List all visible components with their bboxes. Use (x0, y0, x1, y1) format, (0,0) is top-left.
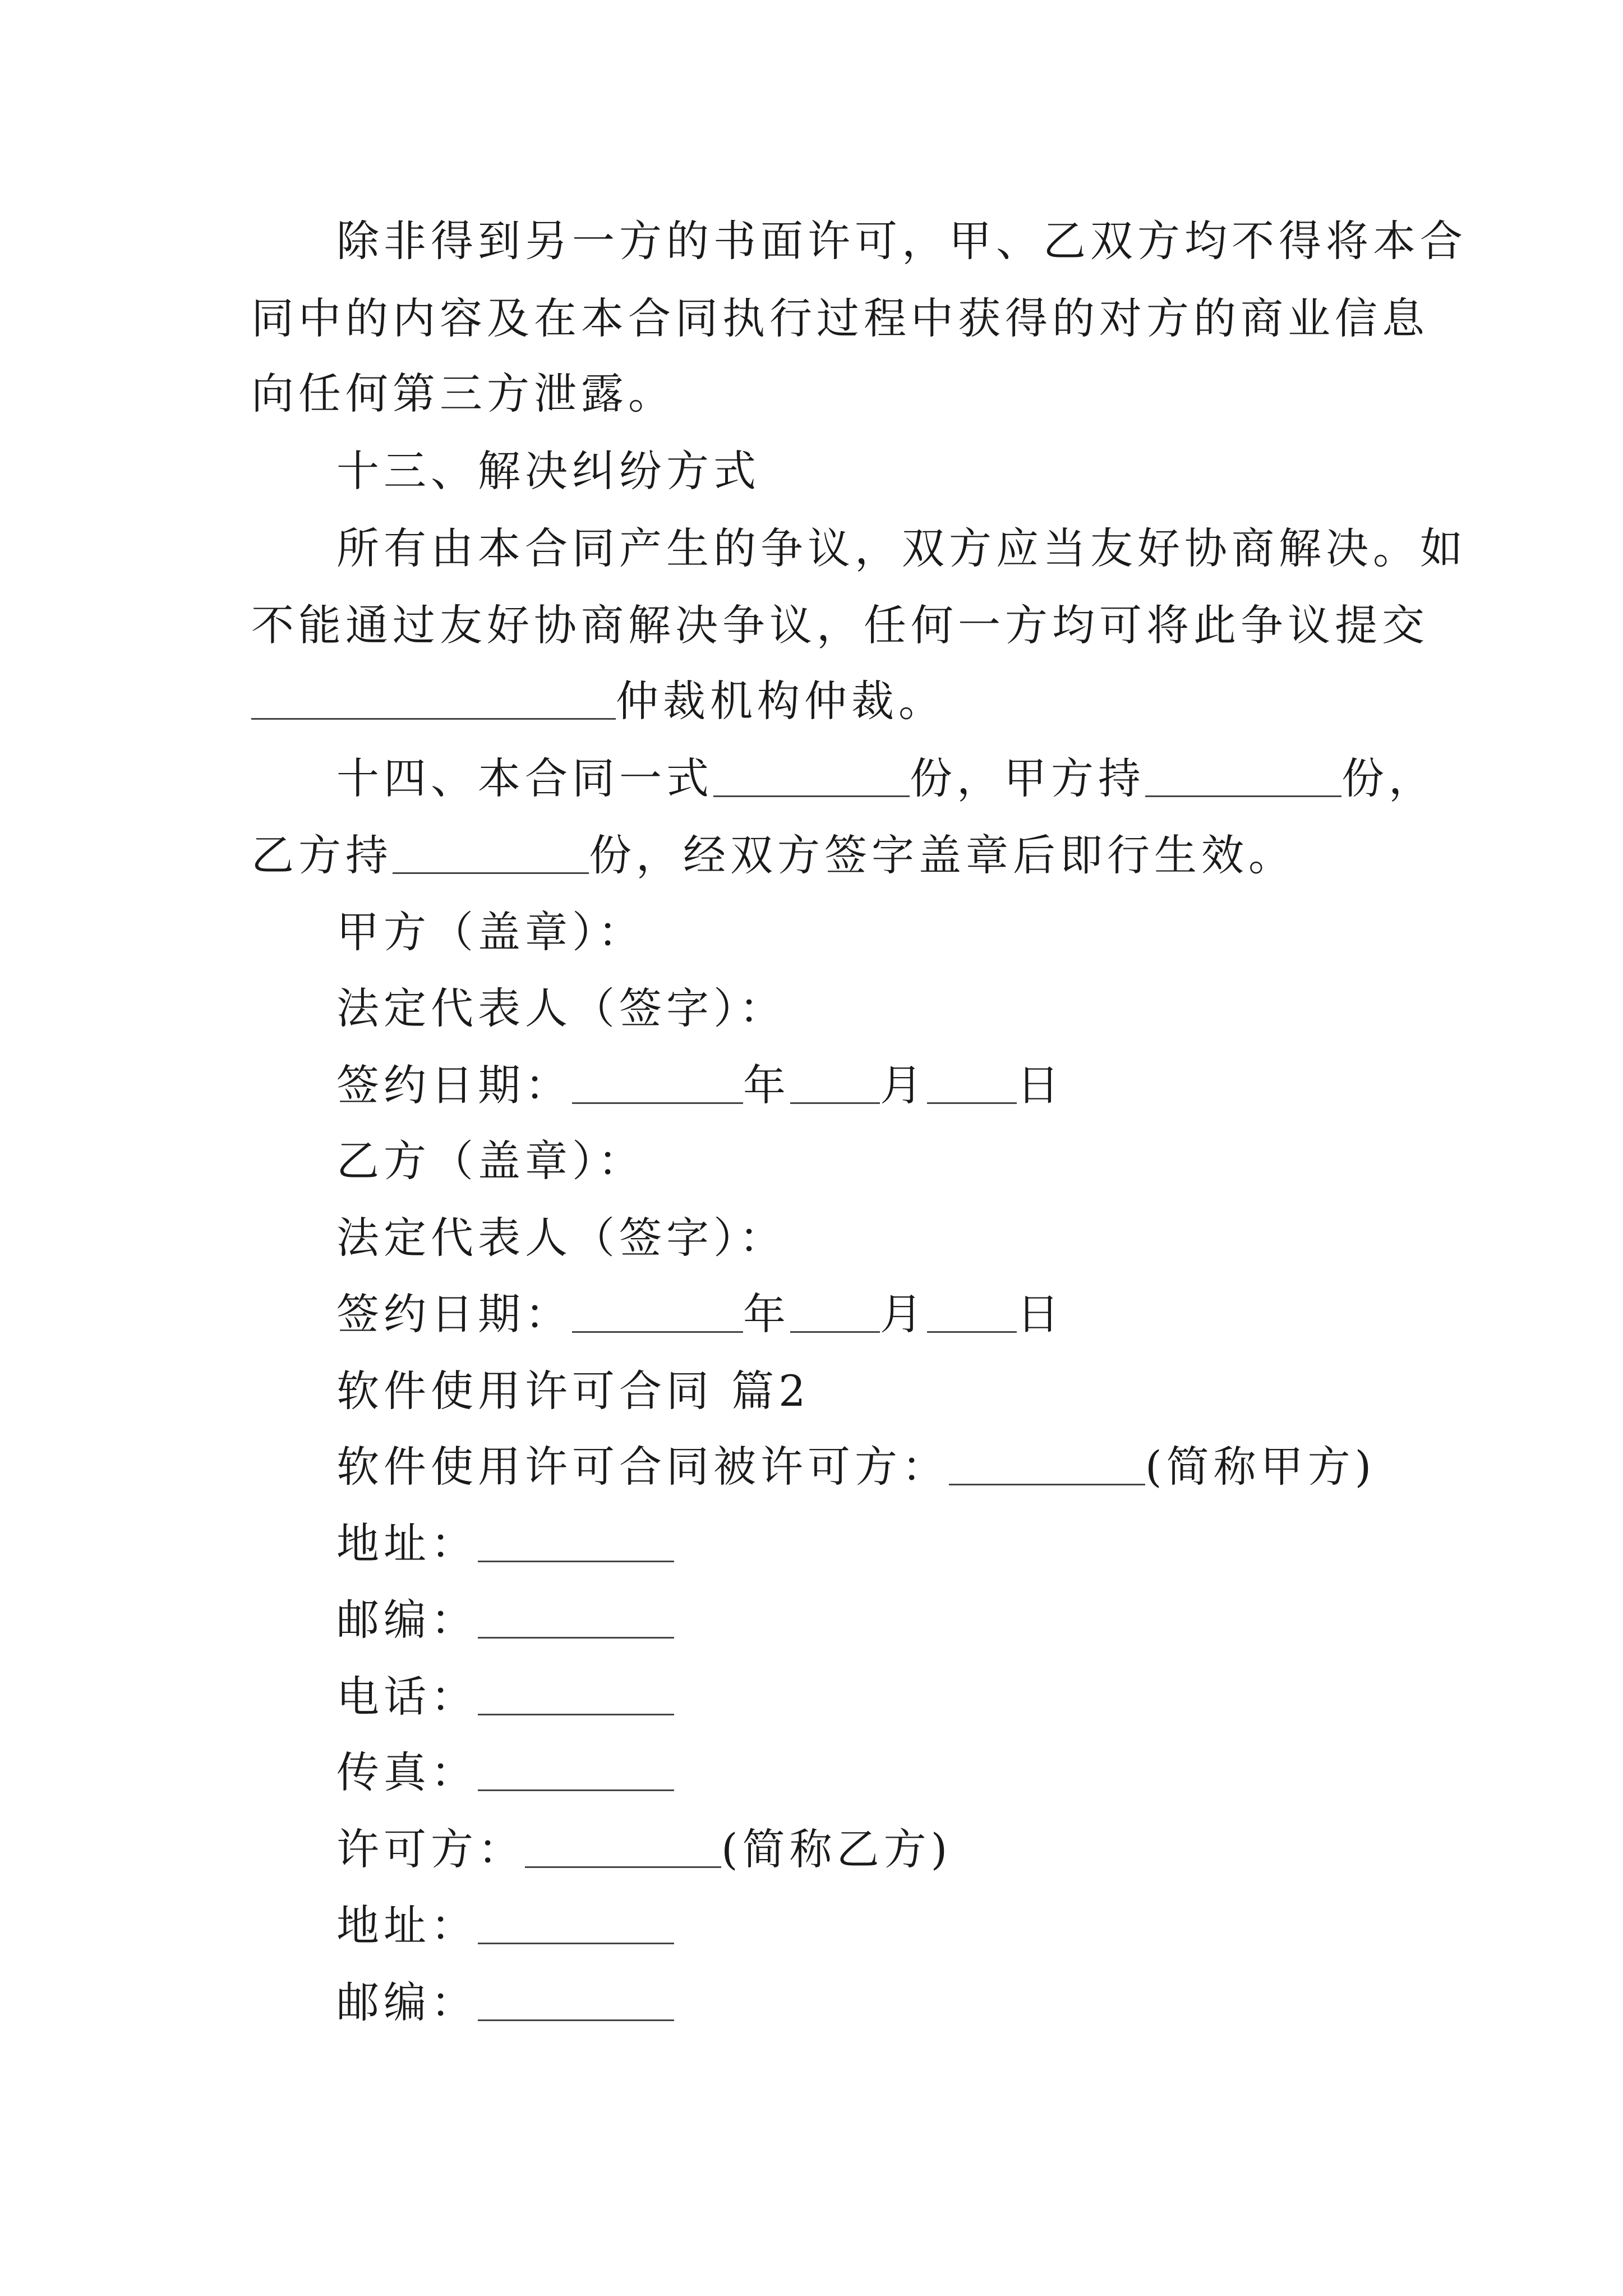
copies-line-1: 十四、本合同一式 份，甲方持 份， (336, 753, 1436, 803)
party-a-sign-date: 签约日期： 年 月 日 (336, 1060, 1064, 1110)
licensor-postcode-blank[interactable] (478, 1985, 674, 2021)
confidentiality-line-3: 向任何第三方泄露。 (251, 369, 675, 418)
licensee-fax-field: 传真： (336, 1745, 674, 1801)
contract-2-title: 软件使用许可合同 篇2 (336, 1366, 810, 1416)
confidentiality-line-2: 同中的内容及在本合同执行过程中获得的对方的商业信息 (251, 293, 1429, 343)
licensee-phone-field: 电话： (336, 1669, 674, 1725)
party-a-day-blank[interactable] (927, 1068, 1017, 1104)
party-a-year-blank[interactable] (572, 1068, 743, 1104)
party-b-copies-blank[interactable] (393, 838, 589, 874)
licensor-address-blank[interactable] (478, 1908, 674, 1944)
licensee-postcode-field: 邮编： (336, 1592, 674, 1648)
arbitration-institution-blank[interactable] (251, 683, 616, 720)
total-copies-blank[interactable] (713, 761, 910, 797)
party-a-rep-label: 法定代表人（签字）： (336, 983, 786, 1033)
party-b-sign-date: 签约日期： 年 月 日 (336, 1289, 1064, 1339)
dispute-line-1: 所有由本合同产生的争议，双方应当友好协商解决。如 (336, 523, 1467, 573)
licensor-address-field: 地址： (336, 1898, 674, 1954)
dispute-line-3: 仲裁机构仲裁。 (251, 673, 946, 729)
licensee-phone-blank[interactable] (478, 1679, 674, 1715)
party-b-day-blank[interactable] (927, 1296, 1017, 1333)
licensor-line: 许可方： (简称乙方) (336, 1824, 952, 1874)
copies-line-2: 乙方持 份，经双方签字盖章后即行生效。 (251, 830, 1295, 880)
party-b-year-blank[interactable] (572, 1296, 743, 1333)
party-a-seal-label: 甲方（盖章）： (336, 907, 645, 957)
party-a-copies-blank[interactable] (1145, 761, 1341, 797)
licensor-name-blank[interactable] (525, 1832, 721, 1868)
dispute-line-2: 不能通过友好协商解决争议，任何一方均可将此争议提交 (251, 600, 1429, 650)
licensor-postcode-field: 邮编： (336, 1975, 674, 2031)
licensee-line: 软件使用许可合同被许可方： (简称甲方) (336, 1442, 1376, 1492)
licensee-address-field: 地址： (336, 1516, 674, 1572)
party-b-month-blank[interactable] (790, 1296, 880, 1333)
party-b-rep-label: 法定代表人（签字）： (336, 1213, 786, 1263)
licensee-address-blank[interactable] (478, 1526, 674, 1562)
licensee-name-blank[interactable] (949, 1449, 1145, 1485)
licensee-fax-blank[interactable] (478, 1755, 674, 1791)
party-b-seal-label: 乙方（盖章）： (336, 1136, 645, 1186)
confidentiality-line-1: 除非得到另一方的书面许可，甲、乙双方均不得将本合 (336, 216, 1467, 266)
party-a-month-blank[interactable] (790, 1068, 880, 1104)
licensee-postcode-blank[interactable] (478, 1602, 674, 1639)
section-heading-dispute: 十三、解决纠纷方式 (336, 446, 760, 496)
